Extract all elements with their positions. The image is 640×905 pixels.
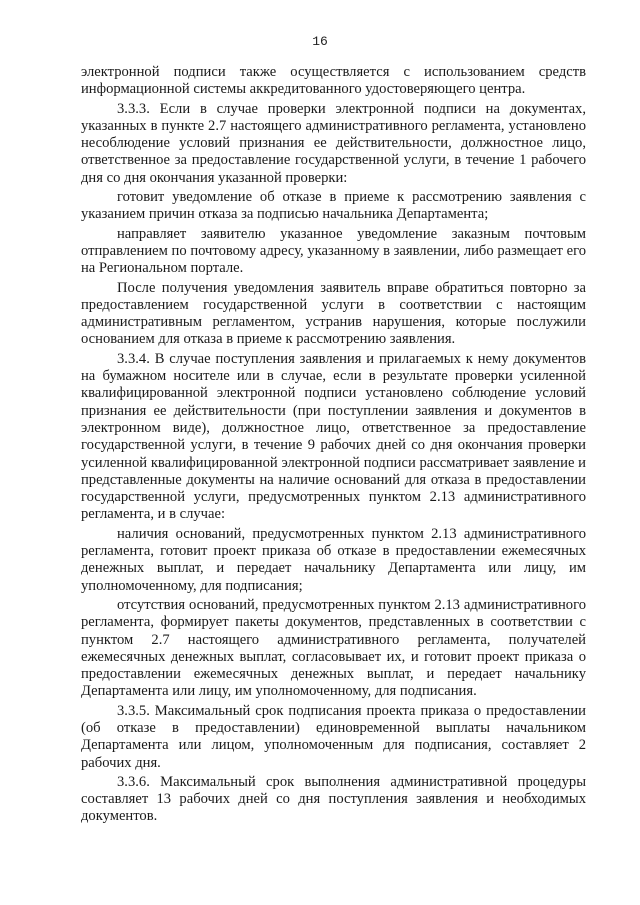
document-body xyxy=(81,64,586,828)
page-number: 16 xyxy=(312,34,328,49)
paragraph-continuation: электронной подписи также осуществляется с использованием средств информационной системы аккредитованного удостоверяющего центра. xyxy=(81,64,586,98)
paragraph-prepare-notice: готовит уведомление об отказе в приеме к рассмотрению заявления с указанием причин отказа за подписью начальника Департамента; xyxy=(81,189,586,223)
paragraph-grounds-present: наличия оснований, предусмотренных пунктом 2.13 административного регламента, готовит проект приказа об отказе в предоставлении ежемесячных денежных выплат, и передает начальнику Департамента или лицу, им уполномоченному, для подписания; xyxy=(81,525,586,594)
paragraph-3-3-4: 3.3.4. В случае поступления заявления и прилагаемых к нему документов на бумажном носителе или в случае, если в результате проверки усиленной квалифицированной электронной подписи установлено соблюдение условий признания ее действительности (при поступлении заявления и документов в электронном виде), должностное лицо, ответственное за предоставление государственной услуги, в течение 9 рабочих дней со дня окончания проверки усиленной квалифицированной электронной подписи рассматривает заявление и представленные документы на наличие оснований для отказа в предоставлении государственной услуги, предусмотренных пунктом 2.13 административного регламента, и в случае: xyxy=(81,350,586,523)
paragraph-3-3-5: 3.3.5. Максимальный срок подписания проекта приказа о предоставлении (об отказе в предоставлении) единовременной выплаты начальником Департамента или лицом, уполномоченным для подписания, составляет 2 рабочих дня. xyxy=(81,702,586,771)
paragraph-3-3-3: 3.3.3. Если в случае проверки электронной подписи на документах, указанных в пункте 2.7 настоящего административного регламента, установлено несоблюдение условий признания ее действительности, должностное лицо, ответственное за предоставление государственной услуги, в течение 1 рабочего дня со дня окончания указанной проверки: xyxy=(81,100,586,186)
paragraph-3-3-6: 3.3.6. Максимальный срок выполнения административной процедуры составляет 13 рабочих дней со дня поступления заявления и необходимых документов. xyxy=(81,773,586,825)
paragraph-send-notice: направляет заявителю указанное уведомление заказным почтовым отправлением по почтовому адресу, указанному в заявлении, либо размещает его на Региональном портале. xyxy=(81,225,586,277)
paragraph-repeat-application: После получения уведомления заявитель вправе обратиться повторно за предоставлением государственной услуги в соответствии с настоящим административным регламентом, устранив нарушения, которые послужили основанием для отказа в приеме к рассмотрению заявления. xyxy=(81,279,586,348)
paragraph-grounds-absent: отсутствия оснований, предусмотренных пунктом 2.13 административного регламента, формирует пакеты документов, представленных в соответствии с пунктом 2.7 настоящего административного регламента, получателей ежемесячных денежных выплат, согласовывает их, и готовит проект приказа о предоставлении ежемесячных денежных выплат, и передает начальнику Департамента или лицу, им уполномоченному, для подписания. xyxy=(81,596,586,700)
